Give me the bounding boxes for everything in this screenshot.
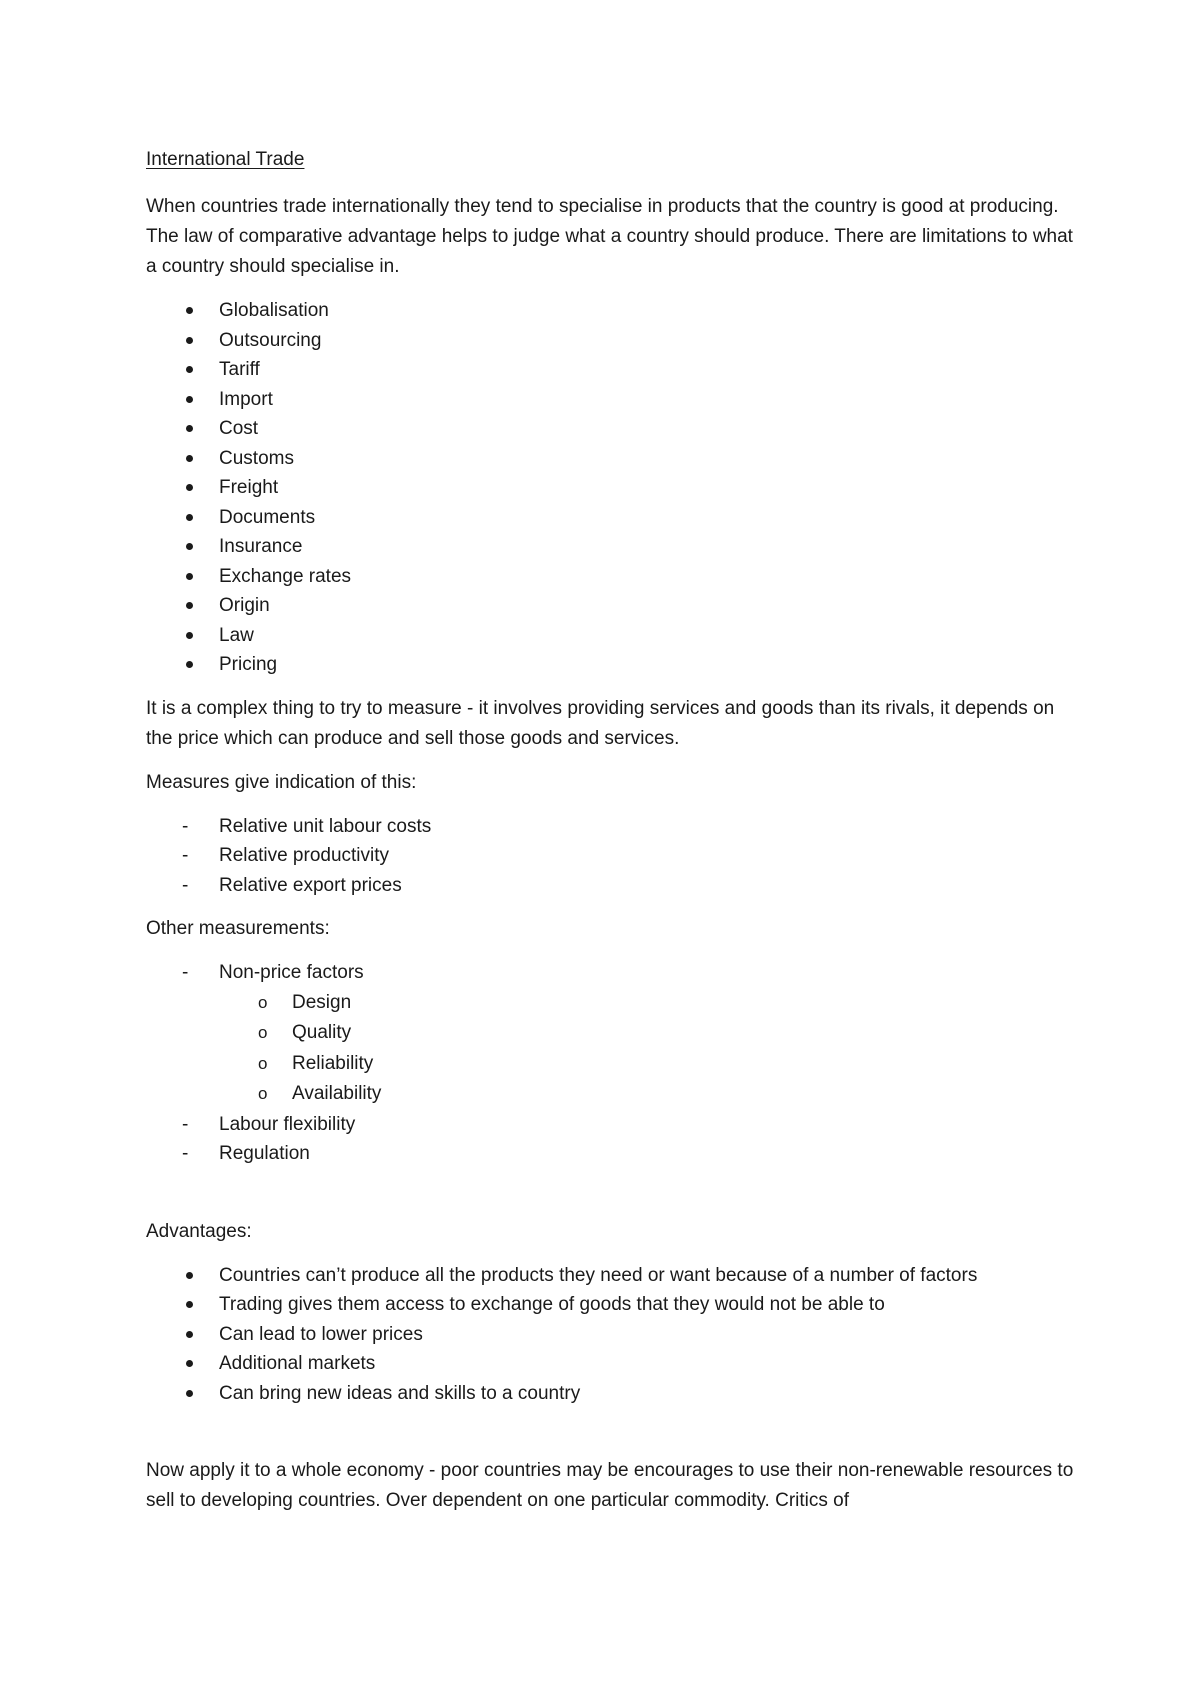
measures-list (146, 812, 1076, 901)
factor-label: Quality (292, 1022, 352, 1043)
sub-list-container (146, 988, 1076, 1110)
measures-heading: Measures give indication of this: (146, 771, 417, 793)
blank-line (146, 1183, 1076, 1217)
measure-label: Relative productivity (219, 845, 390, 866)
list-item (146, 444, 1076, 474)
term-label: Outsourcing (219, 329, 322, 351)
advantage-label: Trading gives them access to exchange of goods that they would not be able to (219, 1294, 885, 1315)
bullet-icon (186, 1390, 193, 1397)
sub-list-item (146, 1018, 1076, 1049)
term-label: Insurance (219, 536, 303, 557)
term-label: Freight (219, 477, 279, 498)
list-item (146, 296, 1076, 326)
bullet-icon (186, 484, 193, 491)
closing-paragraph: Now apply it to a whole economy - poor countries may be encourages to use their non-renewable resources to sell to developing countries. Over dependent on one particular commodity. Critics of (146, 1460, 1074, 1511)
bullet-icon (186, 425, 193, 432)
list-item (146, 812, 1076, 842)
advantages-heading: Advantages: (146, 1220, 252, 1242)
list-item (146, 562, 1076, 592)
list-item (146, 414, 1076, 444)
list-item (146, 1139, 1076, 1169)
sub-list-item (146, 1049, 1076, 1080)
bullet-icon (186, 602, 193, 609)
list-item (146, 503, 1076, 533)
bullet-icon (186, 1360, 193, 1367)
advantage-label: Can bring new ideas and skills to a country (219, 1382, 581, 1404)
bullet-icon (186, 366, 193, 373)
bullet-icon (186, 661, 193, 668)
intro-paragraph: When countries trade internationally they tend to specialise in products that the country is good at producing. The law of comparative advantage helps to judge what a country should produce. There are limitations to what a country should specialise in. (146, 196, 1073, 277)
list-item (146, 1379, 1076, 1409)
measure-label: Relative unit labour costs (219, 815, 432, 837)
term-label: Globalisation (219, 300, 329, 321)
list-item (146, 871, 1076, 901)
bullet-icon (186, 337, 193, 344)
term-label: Documents (219, 506, 316, 528)
term-label: Tariff (219, 359, 260, 380)
list-item (146, 355, 1076, 385)
list-item (146, 1261, 1076, 1291)
term-label: Customs (219, 447, 294, 469)
dash-marker: - (182, 815, 189, 837)
factor-label: Design (292, 991, 352, 1013)
circle-marker: o (258, 1084, 268, 1103)
dash-marker: - (182, 874, 189, 896)
sub-list-item (146, 988, 1076, 1019)
advantage-label: Additional markets (219, 1353, 376, 1374)
non-price-label: Non-price factors (219, 962, 364, 983)
bullet-icon (186, 573, 193, 580)
list-item (146, 1320, 1076, 1350)
list-item (146, 1110, 1076, 1140)
bullet-icon (186, 1301, 193, 1308)
labour-flexibility-label: Labour flexibility (219, 1113, 356, 1135)
list-item (146, 591, 1076, 621)
bullet-icon (186, 307, 193, 314)
sub-list-item (146, 1079, 1076, 1110)
bullet-icon (186, 632, 193, 639)
blank-line (146, 1422, 1076, 1456)
list-item (146, 1349, 1076, 1379)
circle-marker: o (258, 1023, 268, 1042)
list-item (146, 650, 1076, 680)
list-item (146, 621, 1076, 651)
dash-marker: - (182, 1113, 189, 1135)
bullet-icon (186, 455, 193, 462)
advantage-label: Can lead to lower prices (219, 1323, 423, 1345)
term-label: Cost (219, 418, 259, 439)
list-item (146, 841, 1076, 871)
document-body (146, 148, 1076, 1530)
terms-list (146, 296, 1076, 680)
list-item (146, 532, 1076, 562)
circle-marker: o (258, 992, 268, 1012)
list-item (146, 1290, 1076, 1320)
bullet-icon (186, 1331, 193, 1338)
bullet-icon (186, 543, 193, 550)
dash-marker: - (182, 962, 189, 983)
dash-marker: - (182, 845, 189, 866)
term-label: Exchange rates (219, 565, 352, 587)
non-price-factors-list (146, 988, 1076, 1110)
list-item (146, 473, 1076, 503)
other-measurements-list (146, 958, 1076, 1169)
list-item (146, 326, 1076, 356)
circle-marker: o (258, 1053, 268, 1073)
term-label: Law (219, 624, 254, 646)
list-item (146, 385, 1076, 415)
term-label: Origin (219, 595, 270, 616)
other-heading: Other measurements: (146, 918, 330, 939)
factor-label: Reliability (292, 1052, 374, 1074)
factor-label: Availability (292, 1083, 382, 1104)
term-label: Import (219, 388, 273, 410)
bullet-icon (186, 514, 193, 521)
bullet-icon (186, 1272, 193, 1279)
advantages-list (146, 1261, 1076, 1409)
term-label: Pricing (219, 654, 278, 675)
advantage-label: Countries can’t produce all the products they need or want because of a number of factors (219, 1264, 978, 1286)
list-item (146, 958, 1076, 988)
document-title: International Trade (146, 149, 305, 170)
bullet-icon (186, 396, 193, 403)
dash-marker: - (182, 1143, 189, 1164)
regulation-label: Regulation (219, 1143, 310, 1164)
measure-label: Relative export prices (219, 874, 402, 896)
complexity-paragraph: It is a complex thing to try to measure - it involves providing services and goods than its rivals, it depends on the price which can produce and sell those goods and services. (146, 697, 1055, 749)
